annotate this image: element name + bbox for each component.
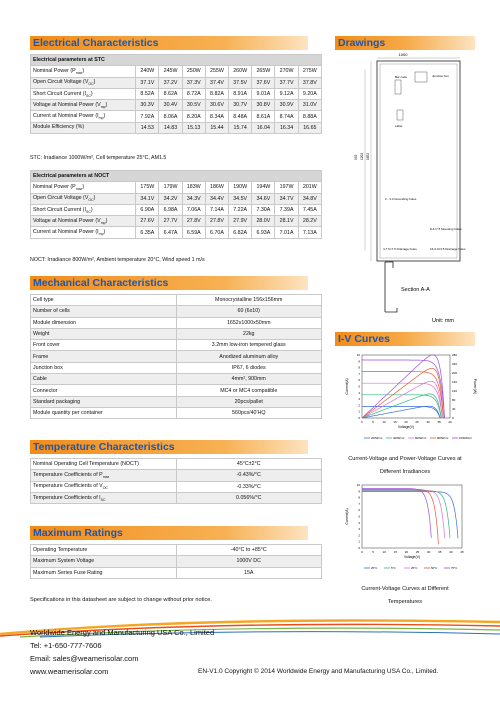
unit-label: Unit: mm xyxy=(432,318,454,324)
param-value: 28.0V xyxy=(252,216,275,227)
y-tick: 4 xyxy=(358,520,360,525)
height-1652: 1652 xyxy=(366,152,370,160)
y-tick: 2 xyxy=(358,533,360,538)
p-tick: 240 xyxy=(452,362,458,366)
footer-copyright: EN-V1.0 Copyright © 2014 Worldwide Energy and Manufacturing USA Co., Limited. xyxy=(198,668,439,675)
param-value: 30.5V xyxy=(182,100,205,111)
row-value: 1000V DC xyxy=(176,556,322,567)
param-value: 27.9V xyxy=(229,216,252,227)
row-value: -40°C to +85°C xyxy=(176,545,322,556)
row-label: Cell type xyxy=(31,295,177,306)
param-value: 265W xyxy=(252,66,275,77)
row-value: Anodized aluminum alloy xyxy=(176,351,322,362)
param-value: 31.0V xyxy=(298,100,321,111)
table-row xyxy=(31,459,322,470)
drainage-right: 16-0.3×3.5 Drainage holes xyxy=(430,247,466,251)
param-value: 34.7V xyxy=(275,193,298,204)
param-value: 7.39A xyxy=(275,204,298,215)
y-tick: 6 xyxy=(358,378,360,383)
param-value: 16.34 xyxy=(275,122,298,133)
row-label: Weight xyxy=(31,328,177,339)
x-label: Voltage(V) xyxy=(403,555,421,559)
param-value: 34.4V xyxy=(205,193,228,204)
x-tick: 30 xyxy=(426,550,431,554)
param-value: 34.2V xyxy=(159,193,182,204)
y-tick: 0 xyxy=(358,546,360,550)
row-value: 560pcs/40'HQ xyxy=(176,407,322,418)
row-value: 22kg xyxy=(176,328,322,339)
x-tick: 35 xyxy=(437,420,441,424)
y-tick: 3 xyxy=(358,397,360,402)
row-label: Connector xyxy=(31,385,177,396)
param-value: 28.2V xyxy=(298,216,321,227)
row-value: 60 (6x10) xyxy=(176,306,322,317)
param-value: 183W xyxy=(182,182,205,193)
param-value: 37.3V xyxy=(182,77,205,88)
table-row xyxy=(31,492,322,503)
x-tick: 40 xyxy=(448,420,452,424)
table-row xyxy=(31,351,322,362)
y-tick: 8 xyxy=(358,495,360,500)
x-tick: 15 xyxy=(393,550,398,554)
param-value: 37.4V xyxy=(205,77,228,88)
table-row xyxy=(31,545,322,556)
table-row xyxy=(31,182,322,193)
row-label: Front cover xyxy=(31,340,177,351)
param-label: Voltage at Nominal Power $(V_{mp})$ xyxy=(31,100,136,111)
y-tick: 5 xyxy=(358,384,360,389)
x-tick: 30 xyxy=(426,420,430,424)
param-label: Current at Nominal Power $(I_{mp})$ xyxy=(31,111,136,122)
table-row xyxy=(31,340,322,351)
param-value: 14.53 xyxy=(136,122,159,133)
table-row xyxy=(31,385,322,396)
y-tick: 1 xyxy=(358,539,360,544)
footer-company: Worldwide Energy and Manufacturing USA Co., Limited xyxy=(30,628,215,637)
y-tick: 7 xyxy=(358,371,360,376)
param-label: Short Circuit Current $(I_{SC})$ xyxy=(31,204,136,215)
table-row xyxy=(31,88,322,99)
table-row xyxy=(31,481,322,492)
param-value: 6.98A xyxy=(159,204,182,215)
mechanical-table xyxy=(30,294,322,419)
param-value: 7.06A xyxy=(182,204,205,215)
param-value: 6.82A xyxy=(229,227,252,238)
row-value: -0.33%/°C xyxy=(176,481,322,492)
footer-tel: Tel: +1-650-777-7606 xyxy=(30,641,102,650)
param-value: 37.6V xyxy=(252,77,275,88)
temperature-table xyxy=(30,458,322,504)
y-label: Current(A) xyxy=(345,508,349,525)
row-value: Monocrystalline 156x156mm xyxy=(176,295,322,306)
row-label: Maximum System Voltage xyxy=(31,556,177,567)
y2-label: Power(W) xyxy=(473,378,477,395)
p-tick: 280 xyxy=(452,353,458,357)
param-value: 6.59A xyxy=(182,227,205,238)
param-value: 6.93A xyxy=(252,227,275,238)
iv-temperature-caption: Current-Voltage Curves at Different Temperatures xyxy=(361,586,449,605)
stc-note: STC: Irradiance 1000W/m², Cell temperature 25°C, AM1.5 xyxy=(30,155,167,161)
param-value: 8.52A xyxy=(136,88,159,99)
x-tick: 10 xyxy=(382,420,386,424)
param-value: 175W xyxy=(136,182,159,193)
param-label: Nominal Power $(P_{max})$ xyxy=(31,66,136,77)
param-value: 28.1V xyxy=(275,216,298,227)
param-value: 8.72A xyxy=(182,88,205,99)
width-label: 1000 xyxy=(398,52,408,57)
param-label: Open Circuit Voltage $(V_{OC})$ xyxy=(31,77,136,88)
x-tick: 15 xyxy=(393,420,397,424)
x-tick: 0 xyxy=(361,550,363,554)
param-value: 9.20A xyxy=(298,88,321,99)
legend-label: 1000W/m² xyxy=(459,436,472,440)
noct-note: NOCT: Irradiance 800W/m², Ambient temperature 20°C, Wind speed 1 m/s xyxy=(30,257,205,263)
param-value: 30.6V xyxy=(205,100,228,111)
param-value: 8.62A xyxy=(159,88,182,99)
table-row xyxy=(31,100,322,111)
y-tick: 4 xyxy=(358,390,360,395)
spec-note: Specifications in this datasheet are subject to change without prior notice. xyxy=(30,597,212,603)
param-value: 179W xyxy=(159,182,182,193)
drainage-left: 4-7.5×7.5 Drainage holes xyxy=(383,247,417,251)
iv-series-line xyxy=(362,360,445,418)
row-value: MC4 or MC4 compatible xyxy=(176,385,322,396)
table-row xyxy=(31,111,322,122)
param-value: 7.22A xyxy=(229,204,252,215)
x-tick: 5 xyxy=(372,420,374,424)
legend-label: 5°C xyxy=(391,566,396,570)
p-tick: 200 xyxy=(452,371,458,375)
table-row xyxy=(31,295,322,306)
table-row xyxy=(31,317,322,328)
param-value: 8.34A xyxy=(205,111,228,122)
param-value: 15.13 xyxy=(182,122,205,133)
param-value: 6.70A xyxy=(205,227,228,238)
table-row xyxy=(31,66,322,77)
p-tick: 0 xyxy=(452,416,454,420)
x-tick: 40 xyxy=(449,550,453,554)
param-value: 8.82A xyxy=(205,88,228,99)
table-row xyxy=(31,122,322,133)
param-value: 34.6V xyxy=(252,193,275,204)
table-row xyxy=(31,216,322,227)
x-tick: 10 xyxy=(382,550,386,554)
y-tick: 0 xyxy=(358,416,360,420)
electrical-title: Electrical Characteristics xyxy=(30,36,308,50)
row-value: 0.056%/°C xyxy=(176,492,322,503)
param-value: 186W xyxy=(205,182,228,193)
table-row xyxy=(31,204,322,215)
x-tick: 35 xyxy=(438,550,442,554)
drawings-title: Drawings xyxy=(335,36,475,50)
p-tick: 120 xyxy=(452,389,458,393)
param-value: 27.6V xyxy=(136,216,159,227)
param-value: 7.92A xyxy=(136,111,159,122)
row-label: Frame xyxy=(31,351,177,362)
param-value: 8.48A xyxy=(229,111,252,122)
legend-label: 25°C xyxy=(371,566,378,570)
param-value: 8.61A xyxy=(252,111,275,122)
param-value: 6.47A xyxy=(159,227,182,238)
param-value: 201W xyxy=(298,182,321,193)
ratings-table xyxy=(30,544,322,579)
param-value: 34.5V xyxy=(229,193,252,204)
param-value: 190W xyxy=(229,182,252,193)
y-tick: 2 xyxy=(358,403,360,408)
row-value: 3.2mm low-iron tempered glass xyxy=(176,340,322,351)
param-value: 34.3V xyxy=(182,193,205,204)
x-tick: 20 xyxy=(404,420,408,424)
param-label: Nominal Power $(P_{max})$ xyxy=(31,182,136,193)
section-label: Section A-A xyxy=(401,287,430,293)
param-value: 37.1V xyxy=(136,77,159,88)
bar-code-label: Bar code xyxy=(395,75,408,79)
table-row xyxy=(31,362,322,373)
pv-series-line xyxy=(362,381,442,418)
param-value: 37.2V xyxy=(159,77,182,88)
table-row xyxy=(31,77,322,88)
y-tick: 10 xyxy=(356,353,360,357)
row-value: 20pcs/pallet xyxy=(176,396,322,407)
param-value: 8.74A xyxy=(275,111,298,122)
param-value: 30.7V xyxy=(229,100,252,111)
param-value: 194W xyxy=(252,182,275,193)
grounding-label: 2 - 3.4 Grounding holes xyxy=(385,197,417,201)
param-value: 6.35A xyxy=(136,227,159,238)
table-row xyxy=(31,193,322,204)
row-label: Junction box xyxy=(31,362,177,373)
param-value: 30.9V xyxy=(275,100,298,111)
param-value: 270W xyxy=(275,66,298,77)
iv-series-line xyxy=(362,406,440,418)
legend-label: 50°C xyxy=(431,566,438,570)
param-value: 7.45A xyxy=(298,204,321,215)
row-label: Module dimension xyxy=(31,317,177,328)
param-value: 14.83 xyxy=(159,122,182,133)
iv-irradiance-caption: Current-Voltage and Power-Voltage Curves at Different Irradiances xyxy=(348,456,462,475)
legend-label: 800W/m² xyxy=(437,436,449,440)
ratings-title: Maximum Ratings xyxy=(30,526,308,540)
noct-table xyxy=(30,170,322,239)
param-value: 7.30A xyxy=(252,204,275,215)
table-row xyxy=(31,306,322,317)
x-tick: 25 xyxy=(415,550,420,554)
x-tick: 20 xyxy=(404,550,409,554)
param-value: 34.1V xyxy=(136,193,159,204)
legend-label: 600W/m² xyxy=(415,436,427,440)
param-value: 245W xyxy=(159,66,182,77)
x-tick: 0 xyxy=(361,420,363,424)
row-label: Nominal Operating Cell Temperature (NOCT) xyxy=(31,459,177,470)
x-tick: 5 xyxy=(372,550,374,554)
table-row xyxy=(31,567,322,578)
mounting-label: 8-4×7.5 Mounting holes xyxy=(430,227,462,231)
pv-series-line xyxy=(362,406,440,418)
y-tick: 10 xyxy=(356,483,360,487)
row-label: Cable xyxy=(31,374,177,385)
param-value: 15.44 xyxy=(205,122,228,133)
footer-web: www.weamerisolar.com xyxy=(30,667,109,676)
param-value: 7.13A xyxy=(298,227,321,238)
footer-email: Email: sales@weamerisolar.com xyxy=(30,654,139,663)
param-value: 27.8V xyxy=(205,216,228,227)
legend-label: 75°C xyxy=(451,566,458,570)
table-header: Electrical parameters at STC xyxy=(31,55,322,66)
y-tick: 1 xyxy=(358,409,360,414)
param-value: 30.8V xyxy=(252,100,275,111)
x-tick: 45 xyxy=(460,550,464,554)
param-value: 37.8V xyxy=(298,77,321,88)
param-value: 15.74 xyxy=(229,122,252,133)
param-value: 34.8V xyxy=(298,193,321,204)
p-tick: 40 xyxy=(452,407,456,411)
label-label: Label xyxy=(395,124,403,128)
row-label: Standard packaging xyxy=(31,396,177,407)
param-label: Short Circuit Current $(I_{SC})$ xyxy=(31,88,136,99)
p-tick: 80 xyxy=(452,398,456,402)
y-tick: 9 xyxy=(358,489,360,494)
iv-irradiance-chart xyxy=(340,350,480,445)
table-header: Electrical parameters at NOCT xyxy=(31,171,322,182)
table-row xyxy=(31,556,322,567)
module-drawing xyxy=(335,50,475,330)
param-value: 8.88A xyxy=(298,111,321,122)
param-value: 27.7V xyxy=(159,216,182,227)
x-label: Voltage(V) xyxy=(397,425,415,429)
param-value: 9.12A xyxy=(275,88,298,99)
param-label: Module Efficiency (%) xyxy=(31,122,136,133)
row-value: 1652x1000x50mm xyxy=(176,317,322,328)
row-value: 15A xyxy=(176,567,322,578)
junction-box-label: Junction box xyxy=(432,74,449,78)
param-label: Current at Nominal Power $(I_{mp})$ xyxy=(31,227,136,238)
iv-series-line xyxy=(362,490,445,538)
param-value: 16.65 xyxy=(298,122,321,133)
iv-series-line xyxy=(362,383,442,418)
param-label: Open Circuit Voltage $(V_{OC})$ xyxy=(31,193,136,204)
y-tick: 6 xyxy=(358,508,360,513)
param-value: 7.01A xyxy=(275,227,298,238)
row-label: Temperature Coefficients of $I_{SC}$ xyxy=(31,492,177,503)
y-tick: 8 xyxy=(358,365,360,370)
param-value: 37.5V xyxy=(229,77,252,88)
row-label: Operating Temperature xyxy=(31,545,177,556)
table-row xyxy=(31,374,322,385)
legend-label: 25°C xyxy=(411,566,418,570)
param-value: 30.3V xyxy=(136,100,159,111)
param-value: 8.91A xyxy=(229,88,252,99)
row-label: Number of cells xyxy=(31,306,177,317)
iv-series-line xyxy=(362,491,450,539)
param-value: 30.4V xyxy=(159,100,182,111)
row-value: 45°C±2°C xyxy=(176,459,322,470)
legend-label: 400W/m² xyxy=(393,436,405,440)
param-value: 260W xyxy=(229,66,252,77)
stc-table xyxy=(30,54,322,134)
y-label: Current(A) xyxy=(345,378,349,395)
row-label: Temperature Coefficients of $V_{OC}$ xyxy=(31,481,177,492)
iv-title: I-V Curves xyxy=(335,332,475,346)
param-value: 8.06A xyxy=(159,111,182,122)
mechanical-title: Mechanical Characteristics xyxy=(30,276,308,290)
iv-series-line xyxy=(362,489,438,544)
param-value: 16.04 xyxy=(252,122,275,133)
param-value: 9.01A xyxy=(252,88,275,99)
param-value: 37.7V xyxy=(275,77,298,88)
param-value: 240W xyxy=(136,66,159,77)
iv-temperature-chart xyxy=(340,480,480,575)
param-value: 197W xyxy=(275,182,298,193)
x-tick: 25 xyxy=(415,420,419,424)
table-row xyxy=(31,328,322,339)
param-value: 8.20A xyxy=(182,111,205,122)
legend-label: 200W/m² xyxy=(371,436,383,440)
height-1202: 1202 xyxy=(360,152,364,160)
param-value: 27.8V xyxy=(182,216,205,227)
param-value: 6.90A xyxy=(136,204,159,215)
param-label: Voltage at Nominal Power $(V_{mp})$ xyxy=(31,216,136,227)
param-value: 275W xyxy=(298,66,321,77)
row-value: IP67, 6 diodes xyxy=(176,362,322,373)
param-value: 250W xyxy=(182,66,205,77)
table-row xyxy=(31,396,322,407)
table-row xyxy=(31,227,322,238)
table-row xyxy=(31,407,322,418)
row-label: Temperature Coefficients of $P_{max}$ xyxy=(31,470,177,481)
row-value: -0.43%/°C xyxy=(176,470,322,481)
y-tick: 7 xyxy=(358,501,360,506)
height-992: 992 xyxy=(354,154,358,160)
temperature-title: Temperature Characteristics xyxy=(30,440,308,454)
param-value: 7.14A xyxy=(205,204,228,215)
table-row xyxy=(31,470,322,481)
p-tick: 160 xyxy=(452,380,458,384)
row-label: Module quantity per container xyxy=(31,407,177,418)
row-label: Maximum Series Fuse Rating xyxy=(31,567,177,578)
y-tick: 3 xyxy=(358,527,360,532)
y-tick: 5 xyxy=(358,514,360,519)
row-value: 4mm², 900mm xyxy=(176,374,322,385)
y-tick: 9 xyxy=(358,359,360,364)
param-value: 255W xyxy=(205,66,228,77)
iv-series-line xyxy=(362,489,431,538)
